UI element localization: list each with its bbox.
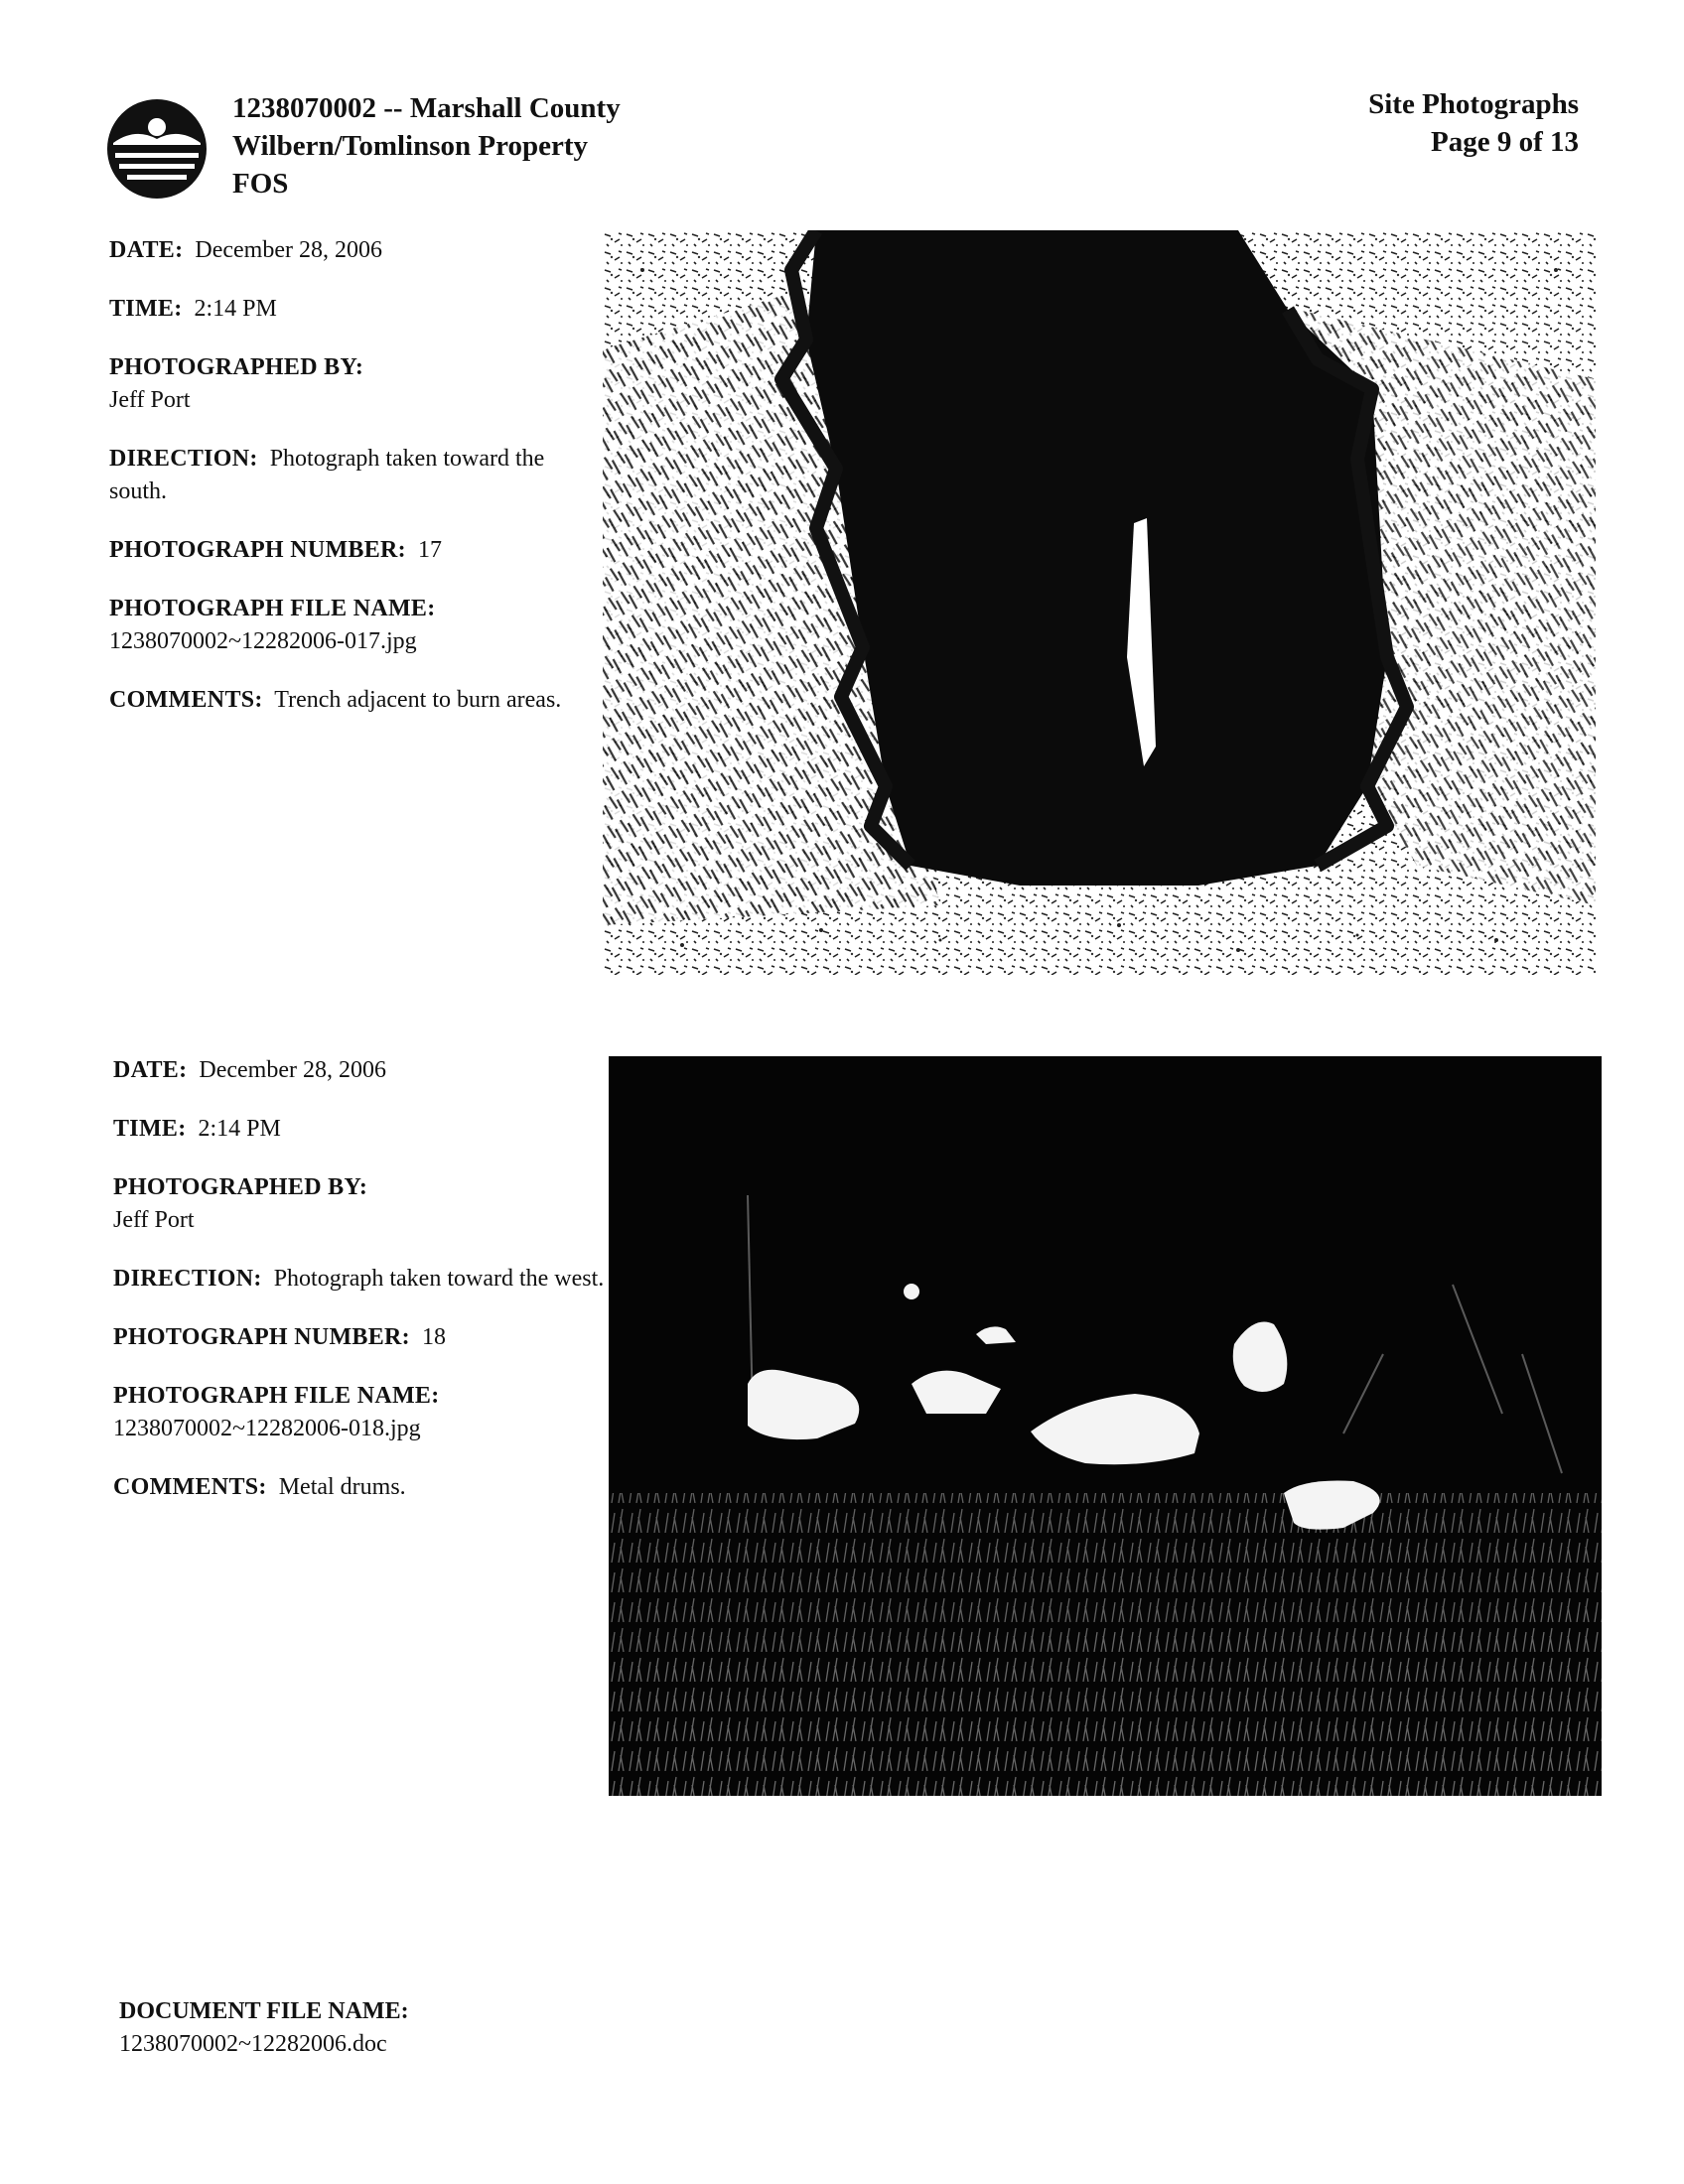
time-field <box>109 293 606 326</box>
photo-number-field <box>113 1321 610 1354</box>
comments-label: COMMENTS: <box>109 687 263 713</box>
date-value: December 28, 2006 <box>195 237 382 263</box>
page-number: Page 9 of 13 <box>1431 126 1579 158</box>
comments-value: Trench adjacent to burn areas. <box>274 687 562 713</box>
file-name-field <box>113 1380 610 1445</box>
file-name-value: 1238070002~12282006-017.jpg <box>109 628 417 654</box>
site-id-county: 1238070002 -- Marshall County <box>232 92 621 124</box>
date-value: December 28, 2006 <box>199 1057 386 1083</box>
photographer-label: PHOTOGRAPHED BY: <box>113 1174 368 1200</box>
direction-label: DIRECTION: <box>109 446 258 472</box>
time-value: 2:14 PM <box>198 1116 281 1142</box>
file-name-field <box>109 593 606 658</box>
photographer-field <box>109 351 606 417</box>
photo-number-value: 18 <box>421 1324 446 1350</box>
comments-field <box>113 1471 610 1504</box>
photographer-value: Jeff Port <box>109 387 191 413</box>
time-value: 2:14 PM <box>194 296 277 322</box>
section-header <box>1368 85 1579 161</box>
section-title: Site Photographs <box>1368 88 1579 120</box>
document-file-info <box>119 1995 409 2061</box>
property-name: Wilbern/Tomlinson Property <box>232 130 588 162</box>
date-label: DATE: <box>113 1057 188 1083</box>
photo-info-17 <box>109 234 606 743</box>
time-label: TIME: <box>113 1116 187 1142</box>
photo-number-label: PHOTOGRAPH NUMBER: <box>113 1324 410 1350</box>
comments-field <box>109 684 606 717</box>
date-label: DATE: <box>109 237 184 263</box>
comments-label: COMMENTS: <box>113 1474 267 1500</box>
date-field <box>113 1054 610 1087</box>
photo-18-metal-drums <box>609 1056 1602 1796</box>
agency-logo <box>105 97 209 201</box>
time-label: TIME: <box>109 296 183 322</box>
photo-number-field <box>109 534 606 567</box>
photographer-value: Jeff Port <box>113 1207 195 1233</box>
photographer-field <box>113 1171 610 1237</box>
direction-value: Photograph taken toward the south. <box>109 446 545 504</box>
time-field <box>113 1113 610 1146</box>
photo-number-value: 17 <box>417 537 442 563</box>
document-title <box>232 89 621 203</box>
document-file-value: 1238070002~12282006.doc <box>119 2031 387 2057</box>
photo-17-trench <box>603 230 1596 975</box>
direction-value: Photograph taken toward the west. <box>273 1266 605 1292</box>
photographer-label: PHOTOGRAPHED BY: <box>109 354 364 380</box>
direction-field <box>113 1263 610 1296</box>
file-name-label: PHOTOGRAPH FILE NAME: <box>113 1383 440 1409</box>
direction-label: DIRECTION: <box>113 1266 262 1292</box>
file-name-label: PHOTOGRAPH FILE NAME: <box>109 596 436 621</box>
file-name-value: 1238070002~12282006-018.jpg <box>113 1416 421 1441</box>
direction-field <box>109 443 606 508</box>
photo-number-label: PHOTOGRAPH NUMBER: <box>109 537 406 563</box>
document-file-label: DOCUMENT FILE NAME: <box>119 1998 409 2024</box>
document-type: FOS <box>232 168 289 200</box>
comments-value: Metal drums. <box>278 1474 406 1500</box>
date-field <box>109 234 606 267</box>
photo-info-18 <box>113 1054 610 1530</box>
